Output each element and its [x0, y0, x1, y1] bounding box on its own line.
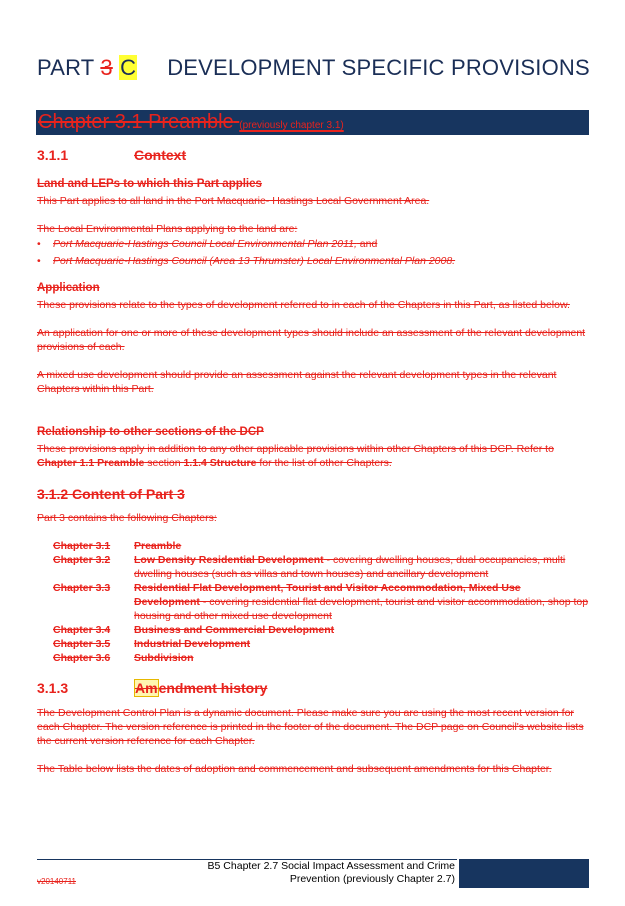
chapter-description	[134, 539, 589, 553]
version-reference: v20140711	[37, 877, 76, 886]
chapter-name: Low Density Residential Development	[134, 554, 324, 566]
chapter-row	[53, 651, 589, 665]
part-number-deleted: 3	[100, 55, 113, 80]
chapter-name: Industrial Development	[134, 638, 251, 650]
amendment-paragraph-1: The Development Control Plan is a dynamic document. Please make sure you are using the most recent version for each Chapter. The version reference is printed in the footer of the document. The DCP page on Council's website lists the current version reference for each Chapter.	[37, 707, 584, 747]
relationship-paragraph	[37, 442, 589, 470]
chapter-name: Subdivision	[134, 652, 194, 664]
lep-bullet-2: • Port Macquarie-Hastings Council (Area 13 Thrumster) Local Environmental Plan 2008.	[37, 254, 589, 268]
chapter-row	[53, 623, 589, 637]
chapter-detail: - covering residential flat development, tourist and visitor accommodation, shop top housing and other mixed use development	[134, 596, 589, 622]
chapter-banner	[36, 110, 589, 135]
part-letter-highlighted: C	[120, 55, 137, 80]
section-3-1-3-heading	[37, 681, 589, 695]
chapter-description	[134, 581, 589, 623]
part-title	[37, 55, 590, 81]
chapter-row	[53, 581, 589, 623]
chapter-name: Preamble	[134, 540, 182, 552]
chapter-description	[134, 623, 589, 637]
chapter-description	[134, 637, 589, 651]
content-intro: Part 3 contains the following Chapters:	[37, 512, 217, 524]
section-number: 3.1.3	[37, 680, 69, 696]
footer-title	[160, 860, 455, 886]
chapter-detail: - covering dwelling houses, dual occupancies, multi dwelling houses (such as villas and town houses) and ancillary development	[134, 554, 566, 580]
section-3-1-2-heading: 3.1.2 Content of Part 3	[37, 486, 185, 502]
chapter-description	[134, 553, 589, 581]
chapter-row	[53, 637, 589, 651]
chapter-number: Chapter 3.6	[53, 652, 111, 664]
application-paragraph-3: A mixed use development should provide an assessment against the relevant development types in the relevant Chapters within this Part.	[37, 369, 557, 395]
chapter-title-text: Chapter 3.1 Preamble	[38, 111, 234, 133]
rel-text-3: for the list of other Chapters.	[256, 457, 392, 469]
amendment-paragraph-2: The Table below lists the dates of adoption and commencement and subsequent amendments for this Chapter.	[37, 763, 552, 775]
application-section	[37, 281, 589, 396]
part-prefix: PART	[37, 55, 95, 80]
chapter-number: Chapter 3.1	[53, 540, 111, 552]
application-paragraph-1: These provisions relate to the types of development referred to in each of the Chapters in this Part, as listed below.	[37, 299, 570, 311]
lep-bullet-1-tail: and	[356, 238, 378, 250]
lep-bullet-1-text: Port Macquarie-Hastings Council Local Environmental Plan 2011,	[53, 238, 357, 250]
chapter-name: Business and Commercial Development	[134, 624, 335, 636]
section-title: Context	[134, 147, 187, 163]
footer-line-1: B5 Chapter 2.7 Social Impact Assessment and Crime	[207, 860, 455, 872]
land-heading: Land and LEPs to which this Part applies	[37, 178, 262, 190]
application-paragraph-2: An application for one or more of these development types should include an assessment of the relevant development provisions of each.	[37, 327, 586, 353]
section-number: 3.1.1	[37, 147, 69, 163]
land-paragraph-2: The Local Environmental Plans applying to the land are:	[37, 223, 298, 235]
rel-ref-structure: 1.1.4 Structure	[183, 457, 257, 469]
relationship-section	[37, 425, 589, 470]
part-heading-text: DEVELOPMENT SPECIFIC PROVISIONS	[167, 55, 590, 80]
rel-text-2: section	[144, 457, 184, 469]
chapter-number: Chapter 3.2	[53, 554, 111, 566]
footer-line-2: Prevention (previously Chapter 2.7)	[289, 873, 455, 885]
chapter-row	[53, 539, 589, 553]
chapter-description	[134, 651, 589, 665]
rel-text-1: These provisions apply in addition to any other applicable provisions within other Chapters of this DCP. Refer to	[37, 443, 554, 455]
chapter-number: Chapter 3.4	[53, 624, 111, 636]
section-title: endment history	[158, 680, 268, 696]
amendment-section	[37, 706, 589, 776]
chapter-number: Chapter 3.5	[53, 638, 111, 650]
application-heading: Application	[37, 282, 100, 294]
land-paragraph-1: This Part applies to all land in the Port Macquarie- Hastings Local Government Area.	[37, 195, 430, 207]
chapter-number: Chapter 3.3	[53, 582, 111, 594]
chapter-row	[53, 553, 589, 581]
relationship-heading: Relationship to other sections of the DCP	[37, 426, 264, 438]
lep-bullet-1	[37, 237, 589, 251]
chapter-title	[38, 110, 344, 138]
land-section	[37, 177, 589, 268]
chapter-list	[53, 539, 589, 665]
rel-ref-chapter: Chapter 1.1 Preamble	[37, 457, 145, 469]
section-3-1-1-heading	[37, 148, 589, 162]
chapter-title-note: (previously chapter 3.1)	[239, 120, 344, 131]
chapter-name: Residential Flat Development, Tourist and Visitor Accommodation, Mixed Use Development	[134, 582, 521, 608]
footer-color-block	[459, 859, 589, 888]
section-title-highlight: Am	[135, 680, 158, 696]
